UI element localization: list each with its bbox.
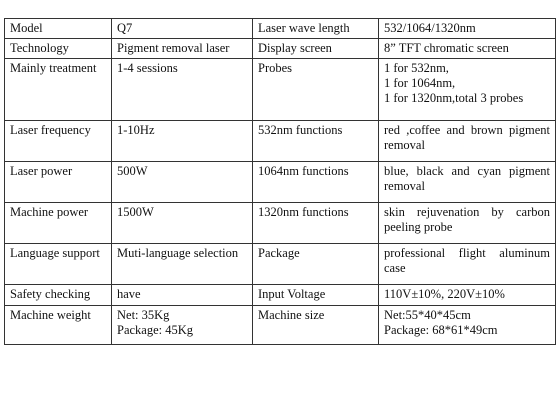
- spec-value-cell: have: [112, 285, 253, 306]
- table-row: [5, 203, 556, 244]
- table-row: [5, 39, 556, 59]
- spec-label-cell: Model: [5, 19, 112, 39]
- spec-value-cell: 8” TFT chromatic screen: [379, 39, 556, 59]
- spec-value-cell: Net: 35Kg Package: 45Kg: [112, 306, 253, 345]
- spec-value-cell: 532/1064/1320nm: [379, 19, 556, 39]
- spec-value-cell: Muti-language selection: [112, 244, 253, 285]
- spec-label-cell: Input Voltage: [253, 285, 379, 306]
- spec-label-cell: Technology: [5, 39, 112, 59]
- spec-label-cell: Laser power: [5, 162, 112, 203]
- spec-value-cell: red ,coffee and brown pigment removal: [379, 121, 556, 162]
- spec-label-cell: Package: [253, 244, 379, 285]
- spec-label-cell: Safety checking: [5, 285, 112, 306]
- spec-value-cell: 110V±10%, 220V±10%: [379, 285, 556, 306]
- table-row: [5, 19, 556, 39]
- table-row: [5, 162, 556, 203]
- table-row: [5, 244, 556, 285]
- spec-value-cell: 1 for 532nm, 1 for 1064nm, 1 for 1320nm,total 3 probes: [379, 59, 556, 121]
- spec-label-cell: Laser frequency: [5, 121, 112, 162]
- spec-label-cell: Probes: [253, 59, 379, 121]
- table-row: [5, 59, 556, 121]
- spec-value-cell: skin rejuvenation by carbon peeling probe: [379, 203, 556, 244]
- spec-value-cell: professional flight aluminum case: [379, 244, 556, 285]
- spec-label-cell: Laser wave length: [253, 19, 379, 39]
- spec-value-cell: 1500W: [112, 203, 253, 244]
- spec-label-cell: 1064nm functions: [253, 162, 379, 203]
- spec-label-cell: 532nm functions: [253, 121, 379, 162]
- spec-value-cell: 500W: [112, 162, 253, 203]
- spec-label-cell: Machine power: [5, 203, 112, 244]
- spec-value-cell: Pigment removal laser: [112, 39, 253, 59]
- spec-table: [4, 18, 556, 345]
- table-row: [5, 121, 556, 162]
- spec-value-cell: blue, black and cyan pigment removal: [379, 162, 556, 203]
- spec-label-cell: Mainly treatment: [5, 59, 112, 121]
- spec-label-cell: Language support: [5, 244, 112, 285]
- spec-value-cell: 1-4 sessions: [112, 59, 253, 121]
- spec-label-cell: Machine size: [253, 306, 379, 345]
- spec-value-cell: Q7: [112, 19, 253, 39]
- spec-label-cell: Machine weight: [5, 306, 112, 345]
- spec-label-cell: 1320nm functions: [253, 203, 379, 244]
- spec-value-cell: 1-10Hz: [112, 121, 253, 162]
- table-row: [5, 306, 556, 345]
- spec-value-cell: Net:55*40*45cm Package: 68*61*49cm: [379, 306, 556, 345]
- table-row: [5, 285, 556, 306]
- spec-label-cell: Display screen: [253, 39, 379, 59]
